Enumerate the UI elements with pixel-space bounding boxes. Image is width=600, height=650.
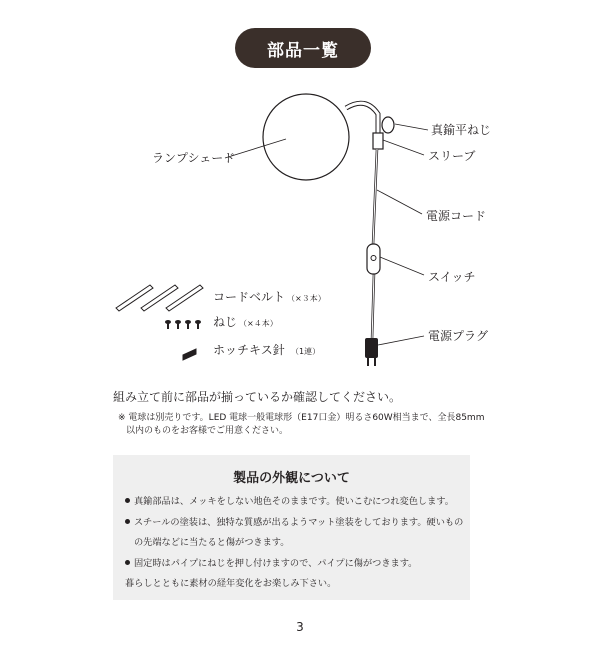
label-screw-qty: （×４本）	[239, 319, 278, 328]
brass-screw-illustration	[382, 117, 394, 133]
label-staples: ホッチキス針	[213, 343, 285, 357]
bullet-icon	[125, 519, 130, 524]
screws-illustration	[165, 320, 201, 329]
plug-illustration	[365, 338, 378, 358]
appearance-box	[113, 455, 470, 600]
bullet-icon	[125, 560, 130, 565]
staples-illustration	[183, 349, 196, 360]
label-screw: ねじ	[213, 315, 238, 329]
label-sleeve: スリーブ	[428, 149, 476, 163]
label-power-cord: 電源コード	[426, 209, 487, 223]
appearance-item: 真鍮部品は、メッキをしない地色そのままです。使いこむにつれ変色します。	[125, 493, 454, 507]
check-instructions: 組み立て前に部品が揃っているか確認してください。	[113, 390, 402, 404]
label-lampshade: ランプシェード	[152, 151, 236, 165]
label-staples-qty: （1連）	[291, 347, 321, 356]
bulb-note-line-1: ※ 電球は別売りです。LED 電球一般電球形（E17口金）明るさ60W相当まで、全長85mm	[118, 413, 485, 423]
sleeve-illustration	[373, 133, 383, 149]
appearance-item-continuation: 暮らしとともに素材の経年変化をお楽しみ下さい。	[125, 578, 337, 589]
appearance-box-title: 製品の外観について	[233, 471, 350, 486]
label-brass-screw: 真鍮平ねじ	[431, 123, 492, 137]
cord-belt-illustration	[116, 285, 203, 311]
bulb-note	[118, 412, 484, 438]
lampshade-illustration	[263, 94, 349, 180]
appearance-item-continuation: の先端などに当たると傷がつきます。	[134, 537, 290, 548]
bullet-icon	[125, 498, 130, 503]
label-cord-belt: コードベルト	[213, 290, 286, 304]
page-title: 部品一覧	[235, 28, 371, 68]
label-switch: スイッチ	[428, 270, 476, 284]
label-plug: 電源プラグ	[428, 329, 489, 343]
appearance-item: 固定時はパイプにねじを押し付けますので、パイプに傷がつきます。	[125, 555, 417, 569]
page-number: 3	[296, 620, 304, 634]
label-cord-belt-qty: （×３本）	[287, 294, 326, 303]
parts-diagram	[0, 80, 600, 380]
switch-illustration	[367, 244, 380, 274]
appearance-item: スチールの塗装は、独特な質感が出るようマット塗装をしております。硬いもの	[125, 514, 463, 528]
bulb-note-line-2: 以内のものをお客様でご用意ください。	[126, 426, 289, 436]
